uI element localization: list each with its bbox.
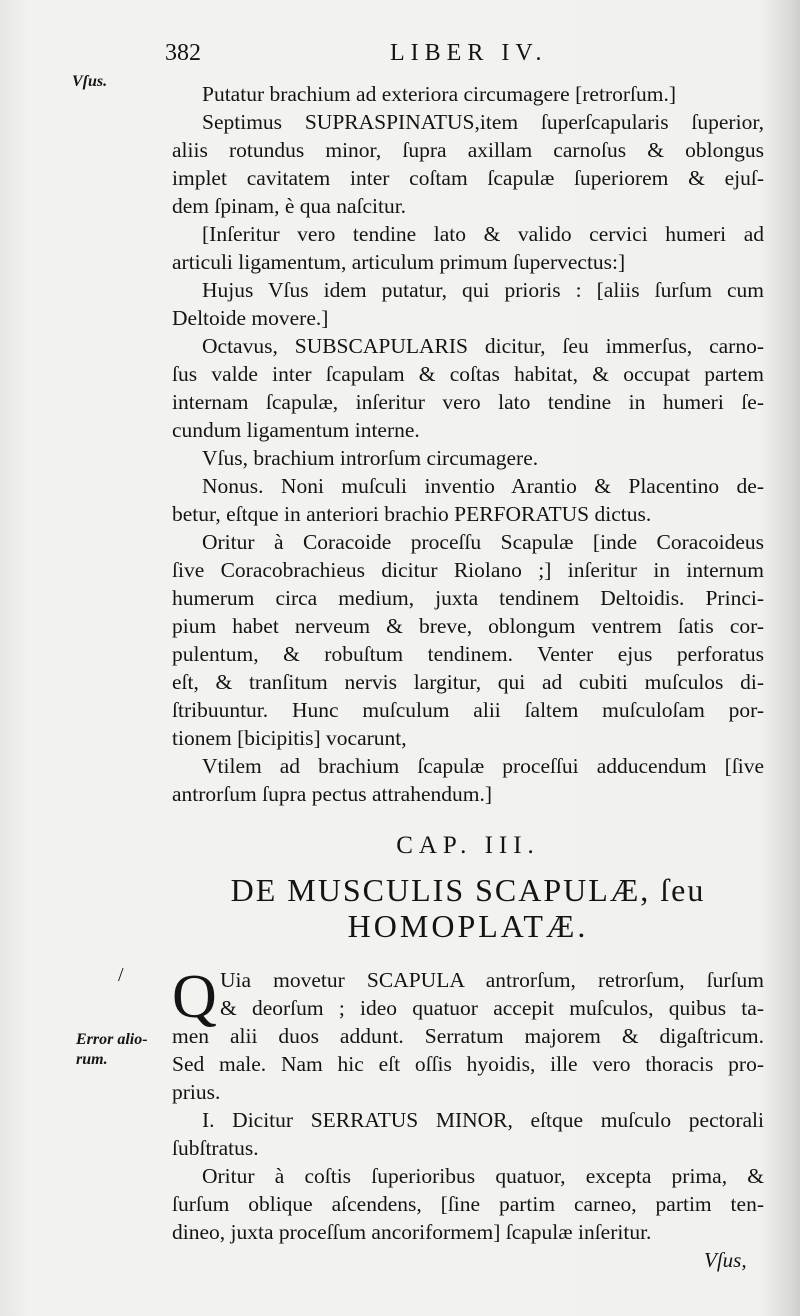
text-line: Vſus, brachium introrſum circumagere. [202, 446, 539, 470]
text-line: implet cavitatem inter coſtam ſcapulæ ſuperiorem & ejuſ- [172, 166, 764, 190]
text-line: men alii duos addunt. Serratum majorem & digaſtricum. [172, 1024, 764, 1048]
text-line: Sed male. Nam hic eſt oſſis hyoidis, ille vero thoracis pro- [172, 1052, 764, 1076]
text-line: Deltoide movere.] [172, 306, 329, 330]
margin-note-error-line1: Error alio- [76, 1031, 148, 1048]
text-line: Oritur à Coracoide proceſſu Scapulæ [inde Coracoideus [202, 530, 764, 554]
text-line: Hujus Vſus idem putatur, qui prioris : [aliis ſurſum cum [202, 278, 764, 302]
running-title: LIBER IV. [390, 40, 548, 66]
text-line: ſtribuuntur. Hunc muſculum alii ſaltem muſculoſam por- [172, 698, 764, 722]
text-line: Nonus. Noni muſculi inventio Arantio & Placentino de- [202, 474, 764, 498]
text-line: dem ſpinam, è qua naſcitur. [172, 194, 407, 218]
text-block-part1 [172, 80, 764, 808]
text-line: & deorſum ; ideo quatuor accepit muſculos, quibus ta- [220, 996, 764, 1020]
text-block-part2 [172, 963, 764, 1246]
text-line: ſurſum oblique aſcendens, [ſine partim carneo, partim ten- [172, 1192, 764, 1216]
text-line: dineo, juxta proceſſum ancoriformem] ſcapulæ inſeritur. [172, 1220, 652, 1244]
text-line: ſubſtratus. [172, 1136, 259, 1160]
text-line: tionem [bicipitis] vocarunt, [172, 726, 407, 750]
text-line: pium habet nerveum & breve, oblongum ventrem ſatis cor- [172, 614, 764, 638]
text-line: Septimus SUPRASPINATUS,item ſuperſcapularis ſuperior, [202, 110, 764, 134]
text-line: Octavus, SUBSCAPULARIS dicitur, ſeu immerſus, carno- [202, 334, 764, 358]
text-line: internam ſcapulæ, inſeritur vero lato tendine in humeri ſe- [172, 390, 764, 414]
running-head [165, 40, 765, 72]
text-line: aliis rotundus minor, ſupra axillam carnoſus & oblongus [172, 138, 764, 162]
chapter-label: CAP. III. [396, 832, 540, 859]
text-line: Vtilem ad brachium ſcapulæ proceſſui adducendum [ſive [202, 754, 764, 778]
text-line: I. Dicitur SERRATUS MINOR, eſtque muſculo pectorali [202, 1108, 764, 1132]
chapter-title-line2: HOMOPLATÆ. [347, 908, 589, 944]
text-line: prius. [172, 1080, 221, 1104]
stray-mark: / [118, 964, 124, 986]
chapter-title-line1: DE MUSCULIS SCAPULÆ, ſeu [230, 872, 706, 908]
margin-note-usus-text: Vſus. [72, 73, 108, 90]
text-line: ſive Coracobrachieus dicitur Riolano ;] inſeritur in internum [172, 558, 764, 582]
text-line: humerum circa medium, juxta tendinem Deltoidis. Princi- [172, 586, 764, 610]
text-line: [Inſeritur vero tendine lato & valido cervici humeri ad [202, 222, 764, 246]
text-line: betur, eſtque in anteriori brachio PERFORATUS dictus. [172, 502, 652, 526]
text-line: ſus valde inter ſcapulam & coſtas habitat, & occupat partem [172, 362, 764, 386]
margin-note-usus [72, 72, 107, 92]
text-line: antrorſum ſupra pectus attrahendum.] [172, 782, 493, 806]
margin-note-error [76, 1030, 148, 1070]
text-line: cundum ligamentum interne. [172, 418, 420, 442]
text-line: Uia movetur SCAPULA antrorſum, retrorſum, ſurſum [220, 968, 764, 992]
catchword: Vſus, [704, 1248, 747, 1272]
text-line: Putatur brachium ad exteriora circumagere [retrorſum.] [202, 82, 676, 106]
text-line: eſt, & tranſitum nervis largitur, qui ad cubiti muſculos di- [172, 670, 764, 694]
text-line: Oritur à coſtis ſuperioribus quatuor, excepta prima, & [202, 1164, 764, 1188]
drop-cap: Q [172, 963, 217, 1031]
page-number: 382 [165, 40, 201, 66]
margin-note-error-line2: rum. [76, 1051, 108, 1068]
text-line: pulentum, & robuſtum tendinem. Venter ejus perforatus [172, 642, 764, 666]
text-line: articuli ligamentum, articulum primum ſupervectus:] [172, 250, 626, 274]
